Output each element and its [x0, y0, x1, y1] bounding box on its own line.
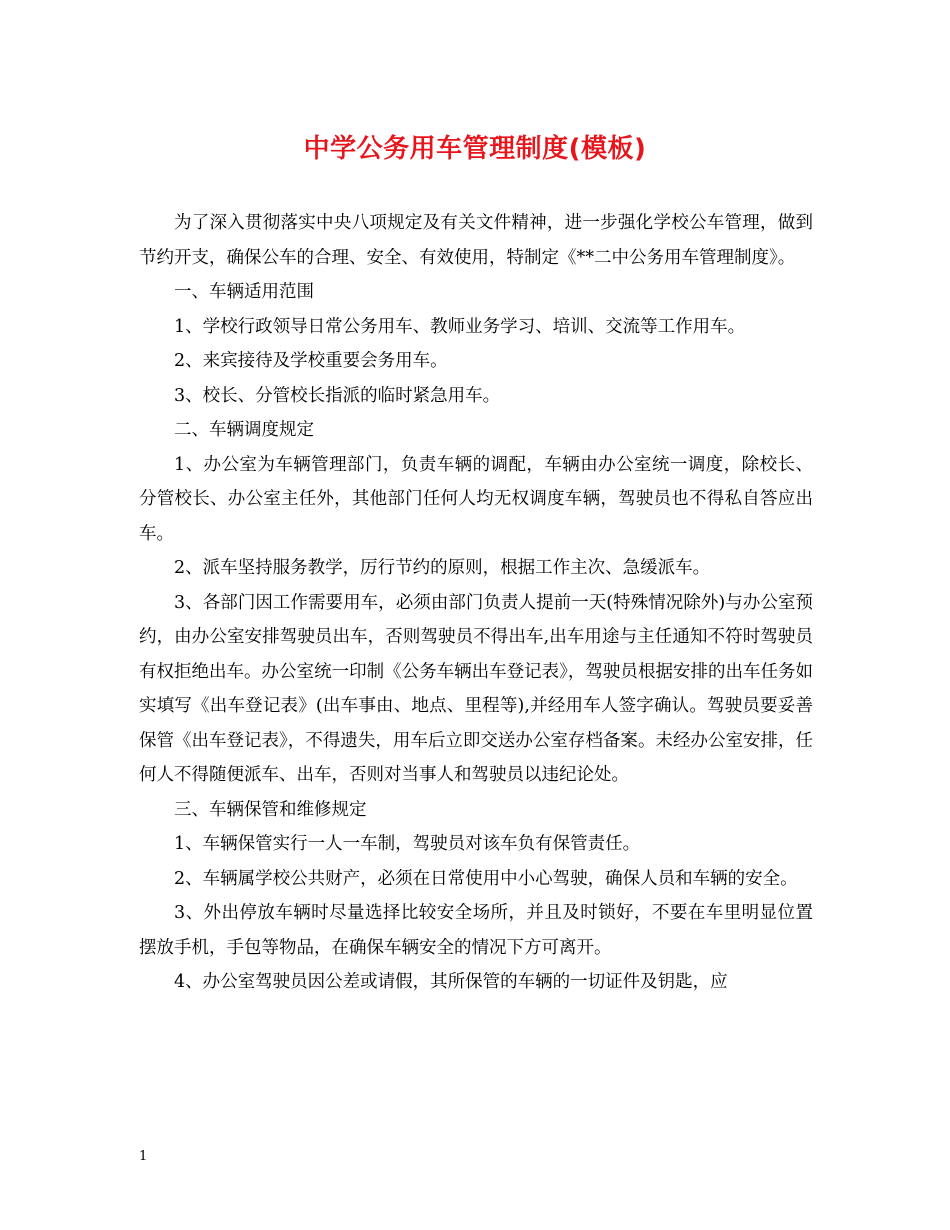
- section-heading-dispatch: 二、车辆调度规定: [174, 420, 314, 440]
- intro-paragraph: 为了深入贯彻落实中央八项规定及有关文件精神，进一步强化学校公车管理，做到节约开支，确保公车的合理、安全、有效使用，特制定《**二中公务用车管理制度》。: [139, 213, 813, 268]
- scope-item-1: 1、学校行政领导日常公务用车、教师业务学习、培训、交流等工作用车。: [174, 316, 746, 337]
- section-heading-scope: 一、车辆适用范围: [174, 282, 314, 302]
- document-title: 中学公务用车管理制度(模板): [303, 134, 647, 164]
- dispatch-item-2: 2、派车坚持服务教学，厉行节约的原则，根据工作主次、急缓派车。: [174, 558, 711, 578]
- scope-item-2: 2、来宾接待及学校重要会务用车。: [174, 351, 448, 371]
- document-body: [139, 206, 813, 1000]
- dispatch-item-1: 1、办公室为车辆管理部门，负责车辆的调配，车辆由办公室统一调度，除校长、分管校长、办公室主任外，其他部门任何人均无权调度车辆，驾驶员也不得私自答应出车。: [139, 454, 813, 544]
- maintenance-item-3: 3、外出停放车辆时尽量选择比较安全场所，并且及时锁好，不要在车里明显位置摆放手机，手包等物品，在确保车辆安全的情况下方可离开。: [139, 903, 813, 958]
- maintenance-item-4: 4、办公室驾驶员因公差或请假，其所保管的车辆的一切证件及钥匙，应: [174, 972, 728, 992]
- scope-item-3: 3、校长、分管校长指派的临时紧急用车。: [174, 385, 501, 406]
- dispatch-item-3: 3、各部门因工作需要用车，必须由部门负责人提前一天(特殊情况除外)与办公室预约，由办公室安排驾驶员出车，否则驾驶员不得出车,出车用途与主任通知不符时驾驶员有权拒绝出车。办公室统一印制《公务车辆出车登记表》，驾驶员根据安排的出车任务如实填写《出车登记表》(出车事由、地点、里程等),并经用车人签字确认。驾驶员要妥善保管《出车登记表》，不得遗失，用车后立即交送办公室存档备案。未经办公室安排，任何人不得随便派车、出车，否则对当事人和驾驶员以违纪论处。: [139, 592, 813, 785]
- maintenance-item-2: 2、车辆属学校公共财产，必须在日常使用中小心驾驶，确保人员和车辆的安全。: [174, 868, 798, 889]
- page-number: 1: [139, 1149, 148, 1164]
- section-heading-maintenance: 三、车辆保管和维修规定: [174, 799, 367, 820]
- maintenance-item-1: 1、车辆保管实行一人一车制，驾驶员对该车负有保管责任。: [174, 834, 641, 854]
